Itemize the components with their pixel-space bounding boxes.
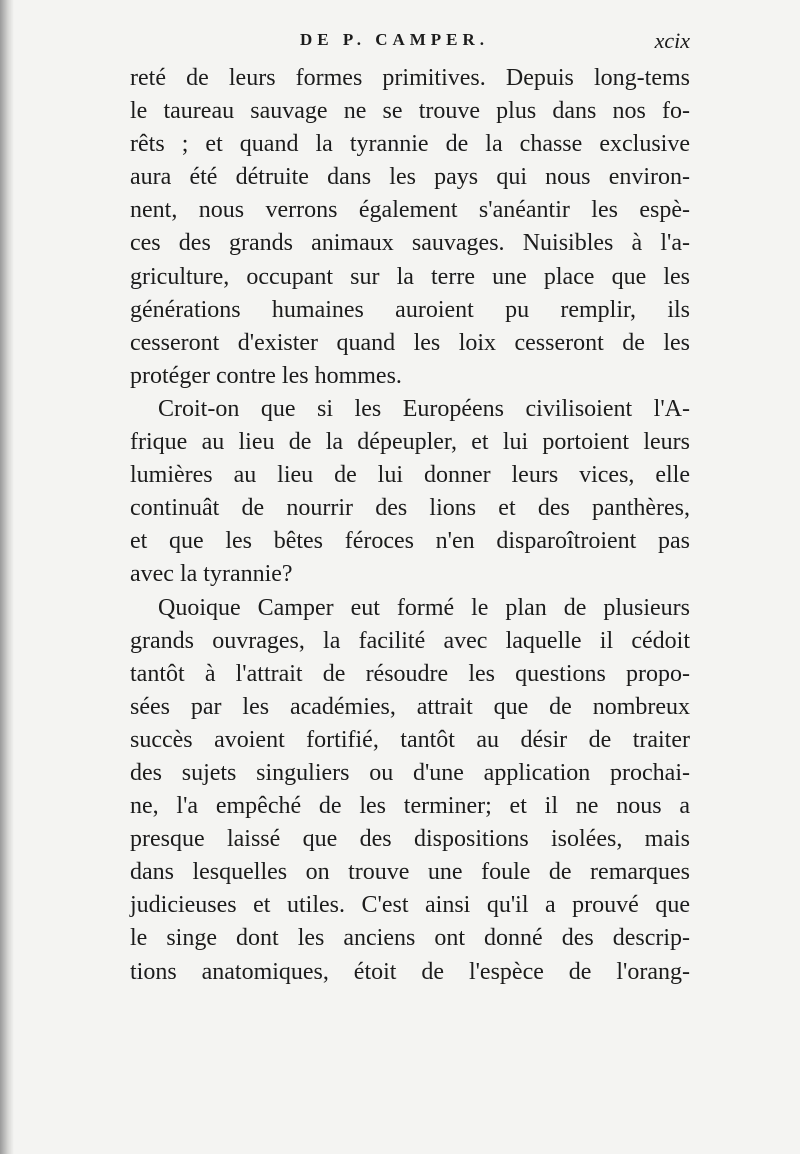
text-line: le singe dont les anciens ont donné des descrip- (130, 925, 690, 952)
text-line: sées par les académies, attrait que de nombreux (130, 693, 690, 720)
text-line: dans lesquelles on trouve une foule de remarques (130, 859, 690, 886)
running-head: DE P. CAMPER. (300, 30, 490, 49)
text-line: aura été détruite dans les pays qui nous environ- (130, 164, 690, 191)
text-line: avec la tyrannie? (130, 561, 293, 588)
text-line: et que les bêtes féroces n'en disparoîtroient pas (130, 528, 690, 555)
text-line: presque laissé que des dispositions isolées, mais (130, 826, 690, 853)
text-line: succès avoient fortifié, tantôt au désir de traiter (130, 726, 690, 753)
text-line: tions anatomiques, étoit de l'espèce de l'orang- (130, 958, 690, 985)
text-line: ne, l'a empêché de les terminer; et il ne nous a (130, 793, 690, 820)
text-line: reté de leurs formes primitives. Depuis long-tems (130, 65, 690, 91)
text-line: cesseront d'exister quand les loix cesseront de les (130, 329, 690, 356)
page-header (130, 30, 690, 60)
page-number: xcix (654, 28, 690, 53)
text-line: griculture, occupant sur la terre une place que les (130, 263, 690, 290)
page-gutter-shadow (0, 0, 14, 1154)
text-line: lumières au lieu de lui donner leurs vices, elle (130, 462, 690, 489)
body-text (130, 62, 690, 989)
text-line: le taureau sauvage ne se trouve plus dans nos fo- (130, 98, 690, 125)
text-line: ces des grands animaux sauvages. Nuisibles à l'a- (130, 230, 690, 257)
text-line: Quoique Camper eut formé le plan de plusieurs (158, 594, 690, 621)
text-line: nent, nous verrons également s'anéantir les espè- (130, 197, 690, 224)
text-line: tantôt à l'attrait de résoudre les questions propo- (130, 660, 690, 687)
text-line: grands ouvrages, la facilité avec laquelle il cédoit (130, 627, 690, 654)
text-line: protéger contre les hommes. (130, 362, 402, 389)
text-line: continuât de nourrir des lions et des panthères, (130, 495, 690, 522)
text-line: rêts ; et quand la tyrannie de la chasse exclusive (130, 131, 690, 158)
text-line: générations humaines auroient pu remplir, ils (130, 296, 690, 323)
text-line: judicieuses et utiles. C'est ainsi qu'il a prouvé que (130, 892, 690, 919)
text-line: des sujets singuliers ou d'une application prochai- (130, 759, 690, 786)
text-line: Croit-on que si les Européens civilisoient l'A- (158, 395, 690, 422)
text-line: frique au lieu de la dépeupler, et lui portoient leurs (130, 429, 690, 456)
